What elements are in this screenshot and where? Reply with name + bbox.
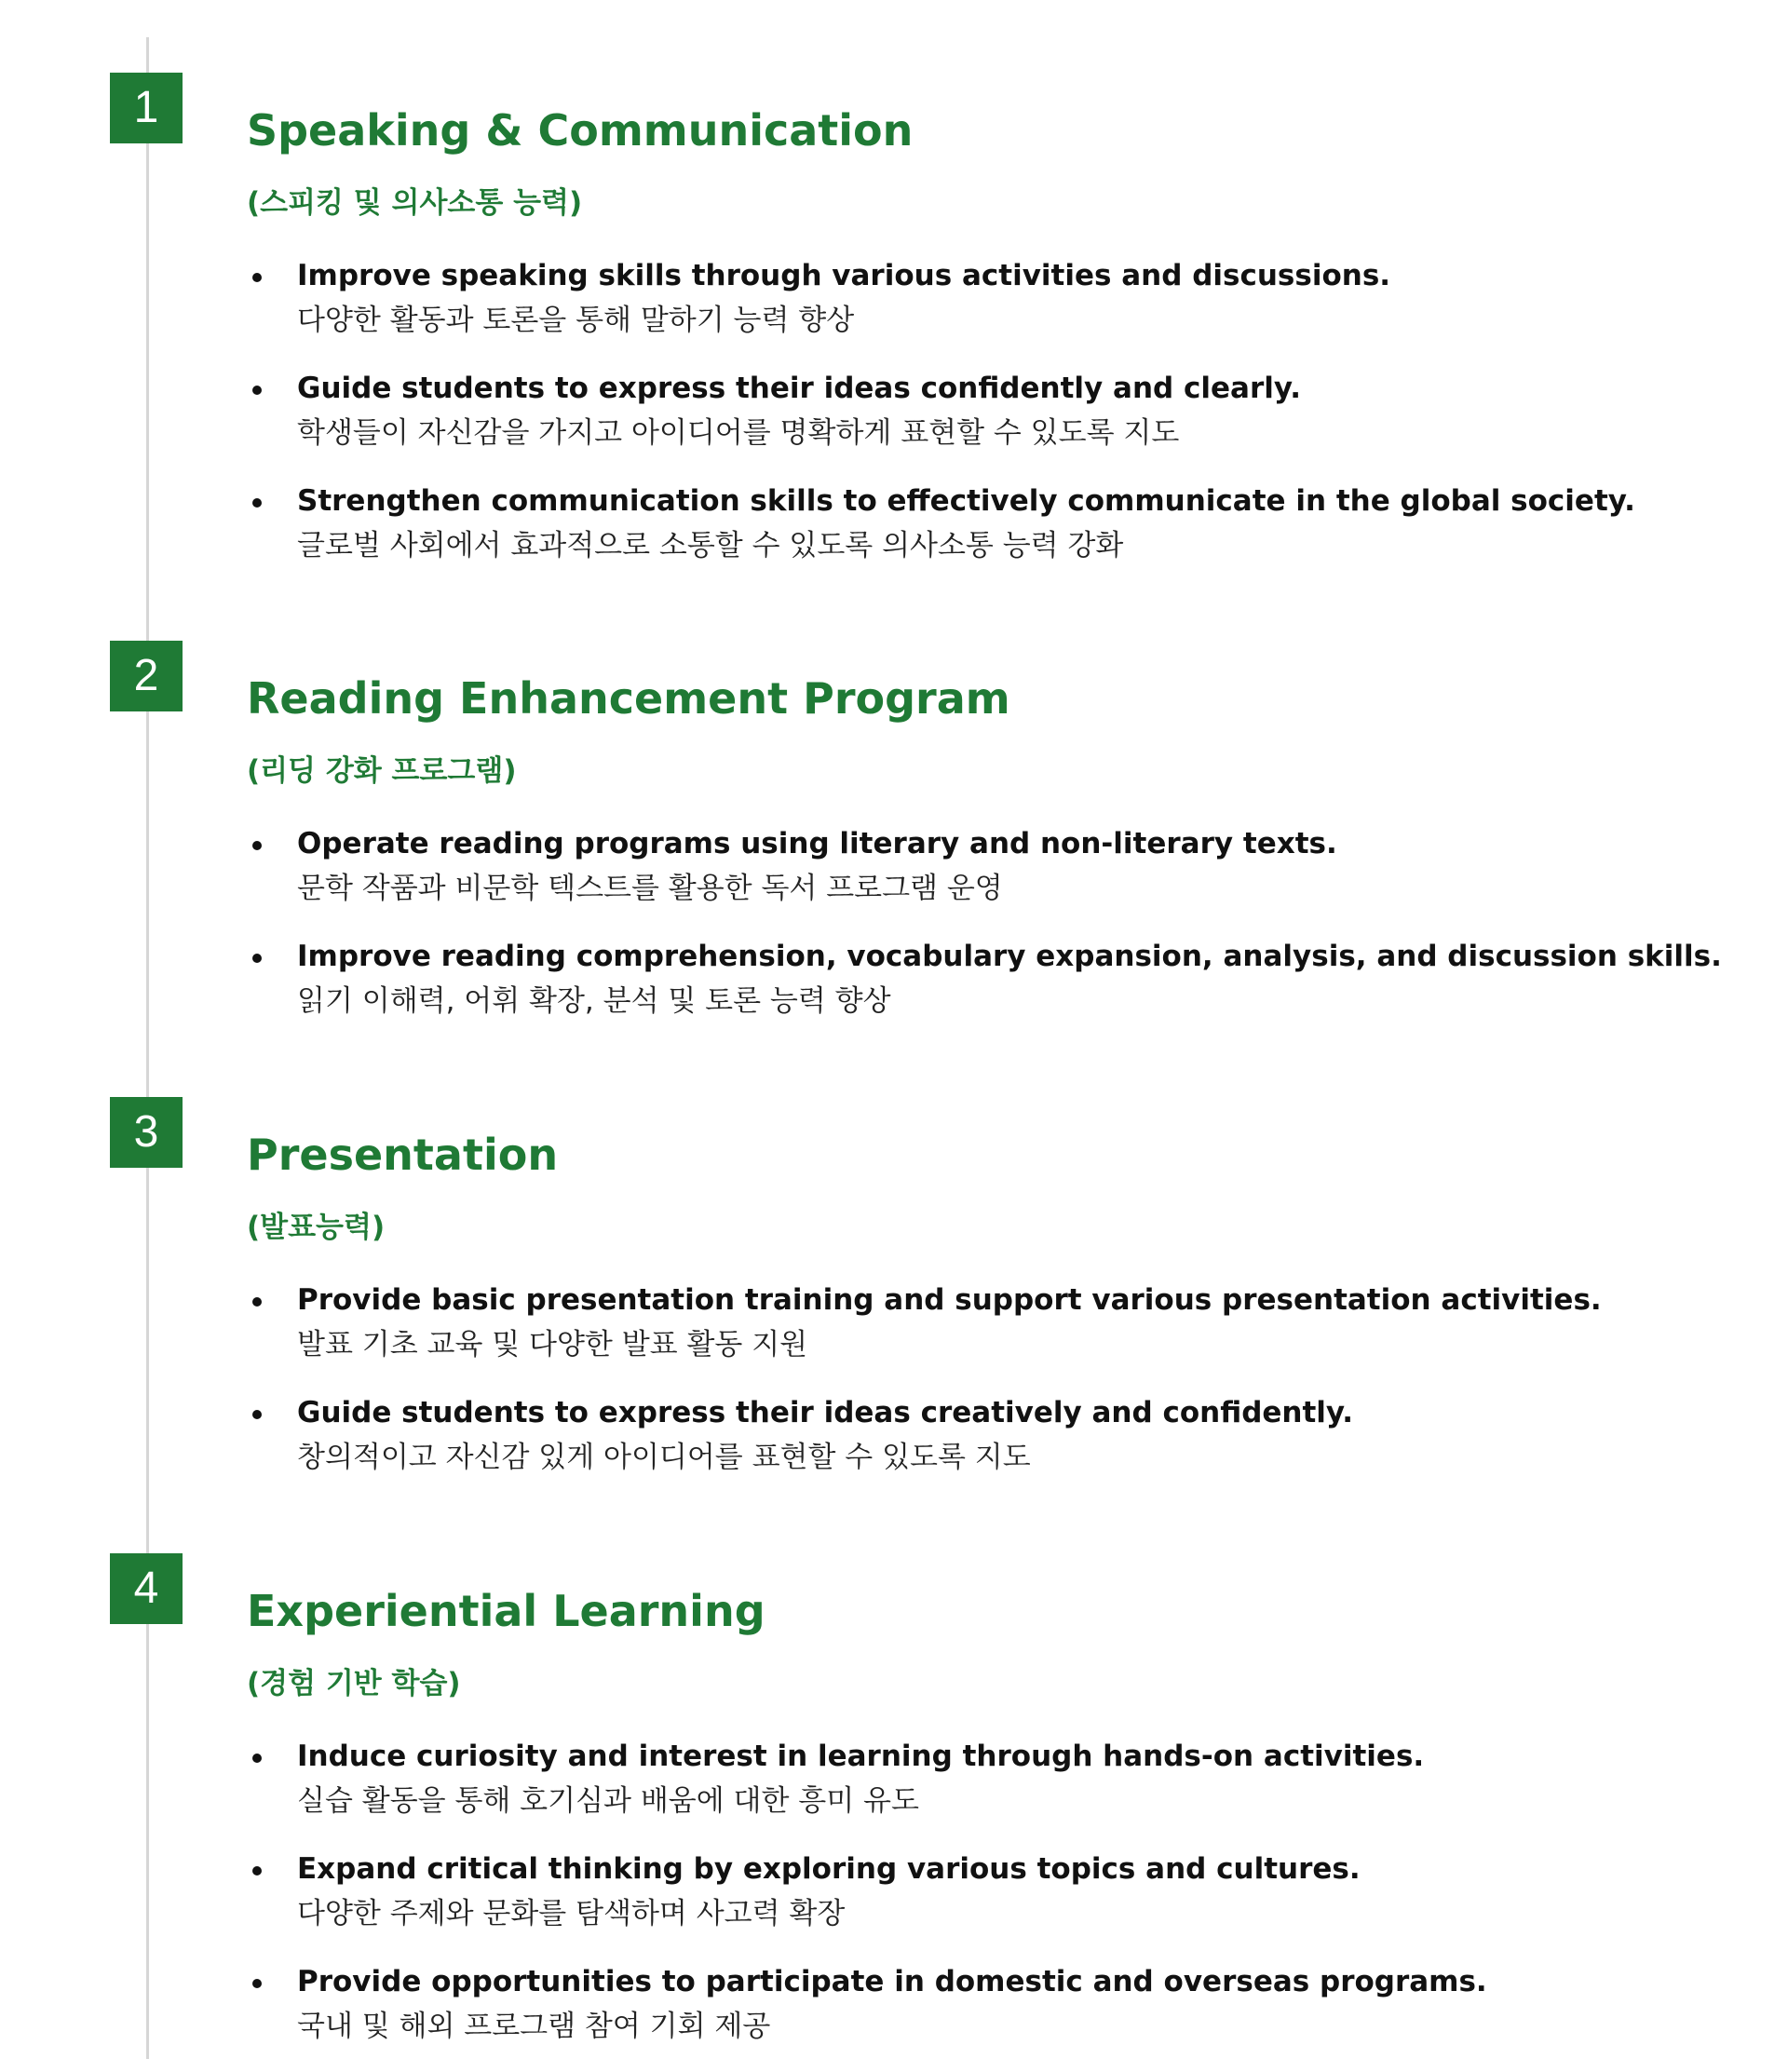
section-title: Reading Enhancement Program	[247, 673, 1010, 724]
list-item	[247, 253, 1635, 366]
list-item	[247, 1959, 1487, 2072]
bullet-dot-icon	[252, 386, 262, 395]
bullet-list	[247, 253, 1635, 591]
bullet-text-english: Strengthen communication skills to effectively communicate in the global society.	[297, 484, 1635, 518]
section-title: Speaking & Communication	[247, 105, 914, 156]
bullet-dot-icon	[252, 1754, 262, 1763]
section-number-badge: 3	[110, 1097, 183, 1168]
section-subtitle: (스피킹 및 의사소통 능력)	[247, 186, 583, 220]
bullet-text-korean: 다양한 주제와 문화를 탐색하며 사고력 확장	[297, 1897, 846, 1930]
bullet-dot-icon	[252, 1979, 262, 1988]
bullet-dot-icon	[252, 1410, 262, 1419]
bullet-text-english: Expand critical thinking by exploring various topics and cultures.	[297, 1852, 1361, 1886]
bullet-text-english: Improve speaking skills through various activities and discussions.	[297, 259, 1391, 292]
bullet-text-korean: 국내 및 해외 프로그램 참여 기회 제공	[297, 2010, 771, 2043]
section-number-badge: 4	[110, 1553, 183, 1624]
bullet-dot-icon	[252, 498, 262, 508]
bullet-text-english: Provide basic presentation training and support various presentation activities.	[297, 1283, 1602, 1317]
bullet-dot-icon	[252, 954, 262, 963]
bullet-dot-icon	[252, 273, 262, 282]
bullet-text-korean: 글로벌 사회에서 효과적으로 소통할 수 있도록 의사소통 능력 강화	[297, 529, 1124, 562]
bullet-text-english: Induce curiosity and interest in learning through hands-on activities.	[297, 1740, 1425, 1773]
bullet-list	[247, 821, 1722, 1047]
list-item	[247, 366, 1635, 479]
bullet-text-english: Guide students to express their ideas confidently and clearly.	[297, 372, 1302, 405]
list-item	[247, 821, 1722, 934]
list-item	[247, 479, 1635, 591]
bullet-text-korean: 다양한 활동과 토론을 통해 말하기 능력 향상	[297, 304, 855, 337]
bullet-text-english: Operate reading programs using literary and non-literary texts.	[297, 827, 1337, 860]
section-title: Experiential Learning	[247, 1586, 765, 1636]
list-item	[247, 1278, 1602, 1390]
bullet-text-english: Improve reading comprehension, vocabulary expansion, analysis, and discussion skills.	[297, 940, 1722, 973]
section-number-badge: 2	[110, 641, 183, 711]
list-item	[247, 1847, 1487, 1959]
section-subtitle: (발표능력)	[247, 1211, 386, 1244]
list-item	[247, 1734, 1487, 1847]
bullet-dot-icon	[252, 841, 262, 850]
bullet-text-korean: 읽기 이해력, 어휘 확장, 분석 및 토론 능력 향상	[297, 984, 891, 1018]
bullet-text-korean: 창의적이고 자신감 있게 아이디어를 표현할 수 있도록 지도	[297, 1441, 1031, 1474]
bullet-text-english: Guide students to express their ideas creatively and confidently.	[297, 1396, 1354, 1429]
section-number-badge: 1	[110, 73, 183, 143]
bullet-text-korean: 발표 기초 교육 및 다양한 발표 활동 지원	[297, 1328, 808, 1361]
bullet-list	[247, 1734, 1487, 2072]
section-title: Presentation	[247, 1130, 559, 1180]
list-item	[247, 1390, 1602, 1503]
section-subtitle: (경험 기반 학습)	[247, 1667, 461, 1700]
bullet-text-english: Provide opportunities to participate in domestic and overseas programs.	[297, 1965, 1487, 1998]
bullet-dot-icon	[252, 1866, 262, 1876]
bullet-text-korean: 학생들이 자신감을 가지고 아이디어를 명확하게 표현할 수 있도록 지도	[297, 416, 1180, 450]
bullet-text-korean: 실습 활동을 통해 호기심과 배움에 대한 흥미 유도	[297, 1784, 919, 1818]
section-subtitle: (리딩 강화 프로그램)	[247, 754, 517, 788]
timeline-line	[146, 37, 149, 2059]
list-item	[247, 934, 1722, 1047]
bullet-list	[247, 1278, 1602, 1503]
bullet-dot-icon	[252, 1297, 262, 1307]
bullet-text-korean: 문학 작품과 비문학 텍스트를 활용한 독서 프로그램 운영	[297, 872, 1003, 905]
